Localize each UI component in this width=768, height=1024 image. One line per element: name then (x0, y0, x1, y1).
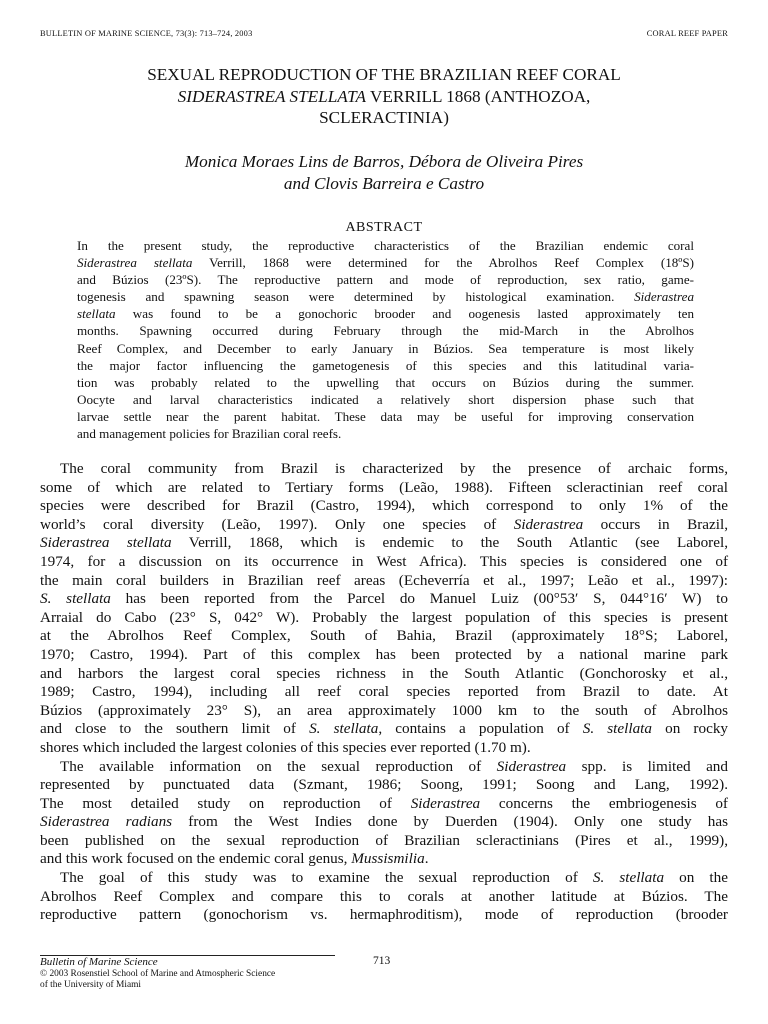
text-line (40, 590, 728, 609)
text-run: and this work focused on the endemic coral genus, (40, 850, 352, 868)
text-line (40, 534, 728, 553)
body-text (40, 460, 728, 925)
text-run: and Búzios (23ºS). The reproductive pattern and mode of reproduction, sex ratio, game- (77, 272, 694, 288)
authors-line-1: Monica Moraes Lins de Barros, Débora de Oliveira Pires (184, 152, 584, 171)
text-line (40, 627, 728, 646)
text-line (40, 553, 728, 572)
text-line (77, 425, 694, 442)
text-line (77, 340, 694, 357)
text-run: reproductive pattern (gonochorism vs. hermaphroditism), mode of reproduction (brooder (40, 906, 728, 924)
text-run: spp. is limited and (566, 757, 728, 775)
text-run: months. Spawning occurred during February through the mid-March in the Abrolhos (77, 323, 694, 339)
text-run: In the present study, the reproductive characteristics of the Brazilian endemic coral (77, 238, 694, 253)
text-run: species were described for Brazil (Castro, 1994), which correspond to only 1% of the (40, 497, 728, 515)
text-run: Reef Complex, and December to early January in Búzios. Sea temperature is most likely (77, 340, 694, 356)
text-run: Verrill, 1868, which is endemic to the South Atlantic (see Laborel, (171, 534, 728, 552)
text-run: on the (664, 869, 728, 887)
text-run: and harbors the largest coral species richness in the South Atlantic (Gonchorosky et al., (40, 664, 728, 682)
italic-term: Siderastrea (513, 515, 584, 533)
authors-line-2: and Clovis Barreira e Castro (283, 174, 485, 193)
text-line (40, 869, 728, 888)
abstract-text (77, 237, 694, 442)
text-line (77, 271, 694, 288)
text-run: The available information on the sexual reproduction of (60, 757, 497, 775)
running-head-journal: BULLETIN OF MARINE SCIENCE, 73(3): 713–724, 2003 (40, 29, 253, 38)
footer-journal: Bulletin of Marine Science (40, 956, 158, 968)
text-line (40, 888, 728, 907)
text-run: Arraial do Cabo (23° S, 042° W). Probably the largest population of this species is present (40, 608, 728, 626)
text-run: 1989; Castro, 1994), including all reef coral species reported from Brazil to date. At (40, 683, 728, 701)
text-run: has been reported from the Parcel do Manuel Luiz (00°53′ S, 044°16′ W) to (110, 590, 728, 608)
text-line (77, 357, 694, 374)
text-line (40, 609, 728, 628)
page-number: 713 (373, 955, 391, 967)
running-head (40, 29, 728, 43)
text-run: larvae settle near the parent habitat. These data may be useful for improving conservation (77, 408, 694, 424)
text-line (77, 374, 694, 391)
italic-term: Siderastrea (634, 289, 694, 305)
text-line (77, 237, 694, 254)
italic-term: Mussismilia (351, 850, 425, 868)
text-run: the main coral builders in Brazilian reef areas (Echeverría et al., 1997; Leão et al., 1997): (40, 571, 728, 589)
text-line (40, 850, 728, 869)
text-run: Búzios (approximately 23° S), an area approximately 1000 km to the south of Abrolhos (40, 701, 728, 719)
text-line (77, 322, 694, 339)
italic-term: S. stellata (582, 720, 652, 738)
text-run: . (424, 850, 429, 868)
text-run: some of which are related to Tertiary forms (Leão, 1988). Fifteen scleractinian reef coral (40, 478, 728, 496)
text-run: world’s coral diversity (Leão, 1997). Only one species of (40, 515, 514, 533)
text-line (40, 460, 728, 479)
text-line (77, 305, 694, 322)
title-line-3: SCLERACTINIA) (319, 108, 449, 127)
italic-term: Siderastrea radians (40, 813, 173, 831)
italic-term: S. stellata (592, 869, 665, 887)
text-line (77, 288, 694, 305)
text-run: occurs in Brazil, (583, 515, 729, 533)
text-run: and close to the southern limit of (40, 720, 310, 738)
text-line (40, 683, 728, 702)
text-line (40, 906, 728, 925)
text-line (40, 497, 728, 516)
text-run: togenesis and spawning season were determined by histological examination. (77, 289, 635, 305)
text-run: The coral community from Brazil is characterized by the presence of archaic forms, (60, 460, 728, 477)
text-line (77, 254, 694, 271)
text-run: 1974, for a discussion on its occurrence in West Africa). This species is considered one of (40, 552, 728, 570)
text-line (40, 720, 728, 739)
text-run: on rocky (651, 720, 729, 738)
text-run: , contains a population of (378, 720, 583, 738)
text-line (40, 572, 728, 591)
footer-note (40, 956, 275, 991)
text-line (40, 516, 728, 535)
paper-title (40, 64, 728, 129)
text-run: the major factor influencing the gametogenesis of this species and this latitudinal varia- (77, 357, 694, 373)
text-run: and management policies for Brazilian coral reefs. (77, 426, 342, 442)
title-line-1: SEXUAL REPRODUCTION OF THE BRAZILIAN REEF CORAL (147, 65, 621, 84)
text-line (40, 665, 728, 684)
text-run: Verrill, 1868 were determined for the Abrolhos Reef Complex (18ºS) (192, 255, 694, 271)
text-run: been published on the sexual reproduction of Brazilian scleractinians (Pires et al., 1999), (40, 831, 728, 849)
footer-institution: of the University of Miami (40, 980, 142, 990)
italic-term: S. stellata (309, 720, 379, 738)
abstract-heading: ABSTRACT (345, 220, 423, 235)
text-line (40, 832, 728, 851)
italic-term: Siderastrea stellata (77, 255, 193, 271)
author-list (40, 151, 728, 195)
text-line (40, 646, 728, 665)
text-run: tion was probably related to the upwelling that occurs on Búzios during the summer. (77, 374, 694, 390)
text-run: represented by punctuated data (Szmant, 1986; Soong, 1991; Soong and Lang, 1992). (40, 776, 728, 794)
text-line (40, 813, 728, 832)
italic-term: stellata (77, 306, 116, 322)
text-run: concerns the embriogenesis of (480, 794, 728, 812)
italic-term: Siderastrea stellata (40, 534, 172, 552)
italic-term: Siderastrea (496, 757, 567, 775)
italic-term: Siderastrea (410, 794, 481, 812)
text-run: 1970; Castro, 1994). Part of this complex has been protected by a national marine park (40, 645, 728, 663)
text-line (40, 776, 728, 795)
text-line (40, 479, 728, 498)
text-line (40, 758, 728, 777)
title-line-2-rest: VERRILL 1868 (ANTHOZOA, (365, 86, 591, 106)
italic-term: S. stellata (40, 590, 111, 608)
title-line-2 (40, 86, 728, 108)
text-run: Oocyte and larval characteristics indicated a relatively short dispersion phase such that (77, 391, 694, 407)
text-line (77, 391, 694, 408)
title-species: SIDERASTREA STELLATA (177, 86, 366, 106)
text-line (40, 739, 728, 758)
text-line (40, 702, 728, 721)
text-run: at the Abrolhos Reef Complex, South of Bahia, Brazil (approximately 18°S; Laborel, (40, 627, 728, 645)
text-run: The most detailed study on reproduction of (40, 794, 411, 812)
text-line (40, 795, 728, 814)
text-run: shores which included the largest colonies of this species ever reported (1.70 m). (40, 738, 531, 756)
text-run: The goal of this study was to examine the sexual reproduction of (60, 869, 593, 887)
text-run: Abrolhos Reef Complex and compare this to corals at another latitude at Búzios. The (40, 887, 728, 905)
footer-copyright: © 2003 Rosenstiel School of Marine and Atmospheric Science (40, 969, 276, 979)
text-run: was found to be a gonochoric brooder and oogenesis lasted approximately ten (115, 306, 694, 322)
text-line (77, 408, 694, 425)
text-run: from the West Indies done by Duerden (1904). Only one study has (172, 813, 728, 831)
running-head-section: CORAL REEF PAPER (646, 29, 728, 38)
